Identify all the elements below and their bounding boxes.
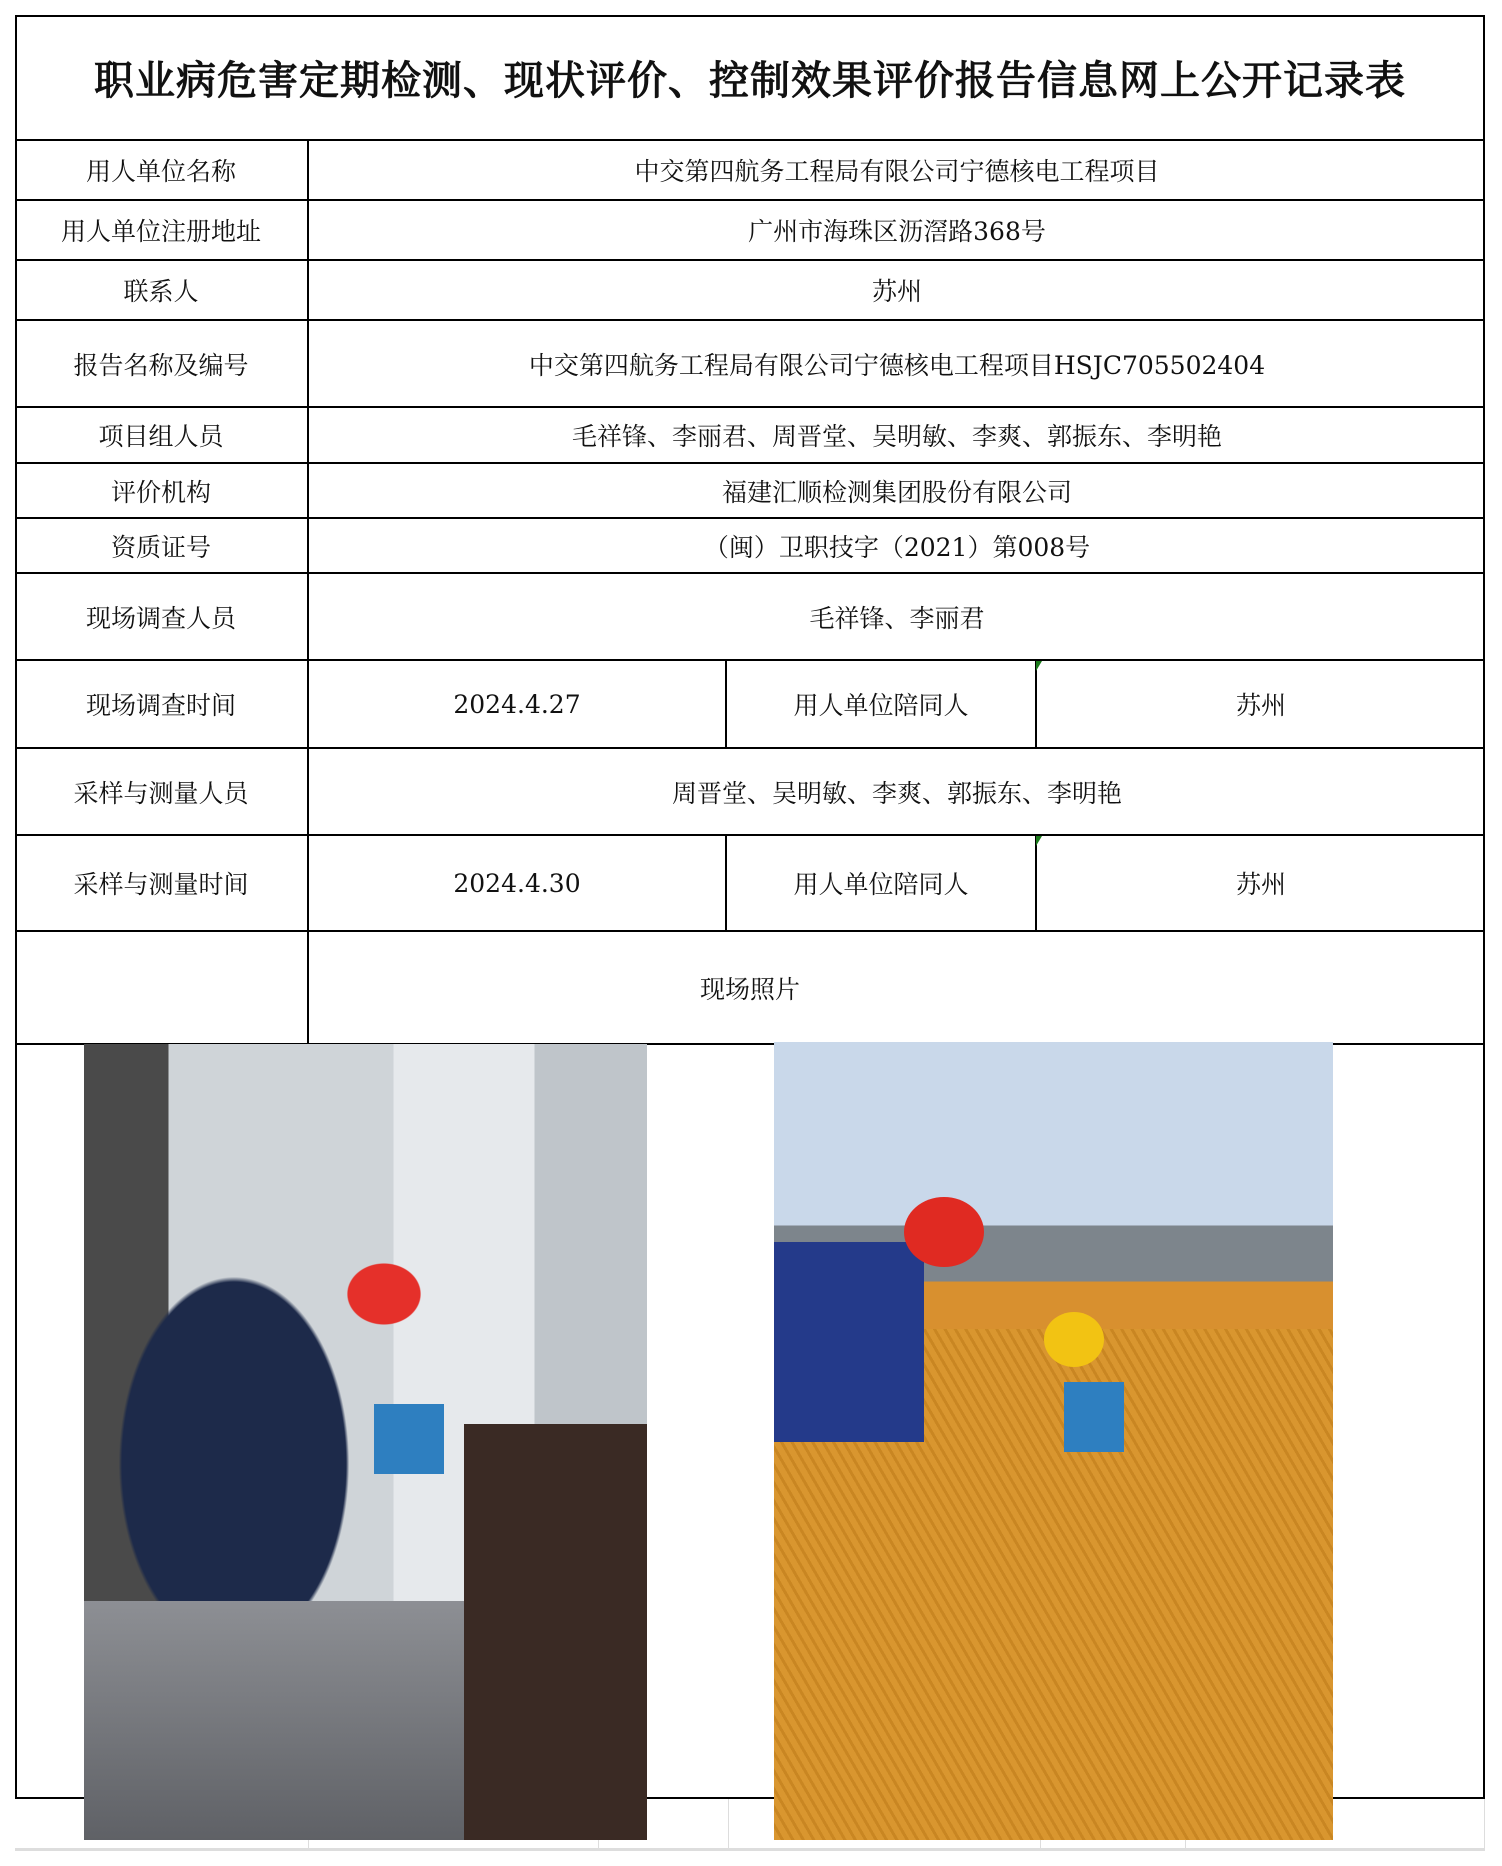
label-team: 项目组人员 xyxy=(98,422,224,451)
gridline xyxy=(1484,1799,1485,1849)
value-survey-time: 2024.4.27 xyxy=(453,689,581,719)
value-sampling-companion: 苏州 xyxy=(1235,870,1286,899)
site-photo-indoor-measurement xyxy=(84,1044,647,1840)
value-survey-staff: 毛祥锋、李丽君 xyxy=(809,603,985,633)
value-cert: （闽）卫职技字（2021）第008号 xyxy=(703,532,1091,562)
label-survey-time: 现场调查时间 xyxy=(85,691,236,720)
label-report: 报告名称及编号 xyxy=(73,350,249,380)
label-cert: 资质证号 xyxy=(110,532,211,562)
label-sampling-time: 采样与测量时间 xyxy=(73,870,249,899)
label-survey-staff: 现场调查人员 xyxy=(85,603,236,633)
value-unit-name: 中交第四航务工程局有限公司宁德核电工程项目 xyxy=(634,157,1160,186)
value-report: 中交第四航务工程局有限公司宁德核电工程项目HSJC705502404 xyxy=(528,350,1266,380)
page-title: 职业病危害定期检测、现状评价、控制效果评价报告信息网上公开记录表 xyxy=(94,57,1406,104)
label-sampling-staff: 采样与测量人员 xyxy=(73,778,249,808)
value-unit-address: 广州市海珠区沥滘路368号 xyxy=(748,217,1046,246)
value-team: 毛祥锋、李丽君、周晋堂、吴明敏、李爽、郭振东、李明艳 xyxy=(571,422,1222,451)
label-sampling-companion: 用人单位陪同人 xyxy=(793,870,969,899)
value-survey-companion: 苏州 xyxy=(1235,691,1286,720)
label-contact: 联系人 xyxy=(123,277,199,306)
label-survey-companion: 用人单位陪同人 xyxy=(793,691,969,720)
label-agency: 评价机构 xyxy=(110,477,211,507)
value-contact: 苏州 xyxy=(871,277,922,306)
value-sampling-time: 2024.4.30 xyxy=(453,868,581,898)
label-photos: 现场照片 xyxy=(699,974,800,1004)
label-unit-name: 用人单位名称 xyxy=(85,157,236,186)
value-sampling-staff: 周晋堂、吴明敏、李爽、郭振东、李明艳 xyxy=(671,778,1122,808)
gridline xyxy=(728,1799,729,1849)
value-agency: 福建汇顺检测集团股份有限公司 xyxy=(721,477,1072,507)
gridline xyxy=(15,1848,1485,1851)
site-photo-outdoor-welding-measurement xyxy=(774,1042,1333,1840)
label-unit-address: 用人单位注册地址 xyxy=(60,217,261,246)
